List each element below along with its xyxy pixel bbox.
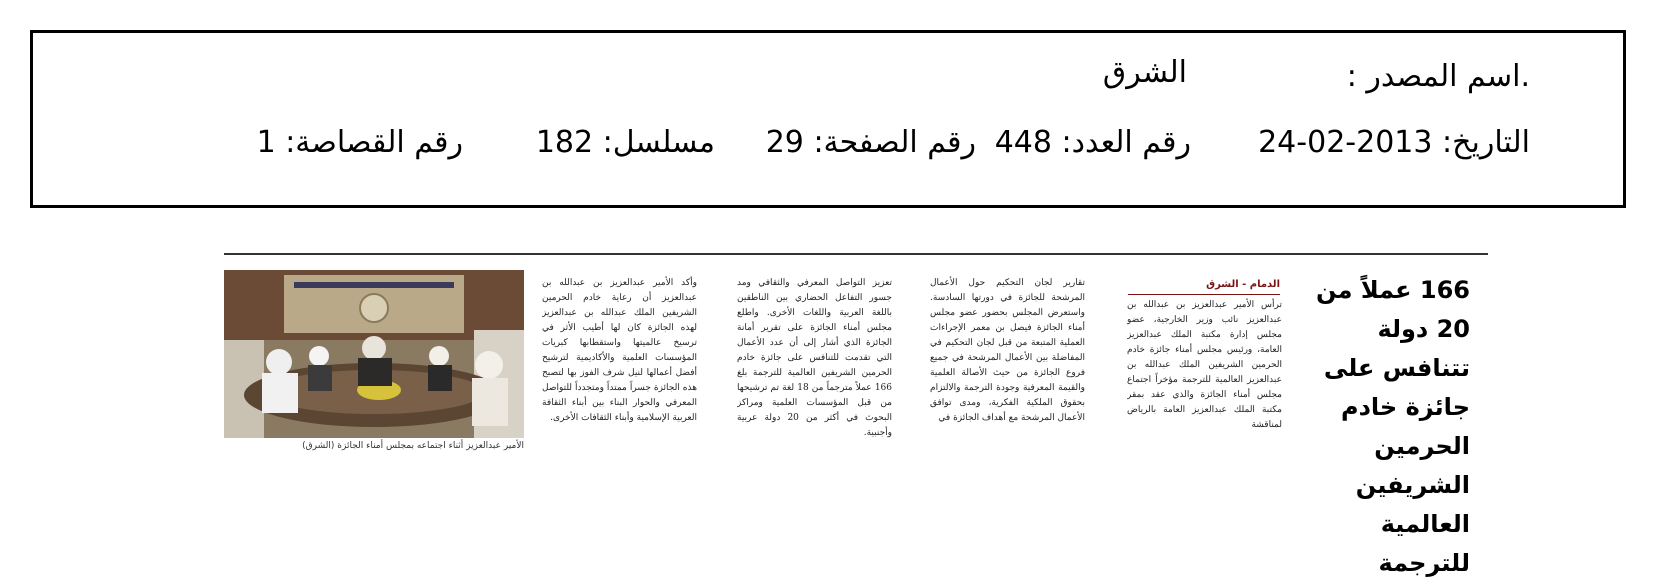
date-field: التاريخ: 2013-02-24	[1258, 125, 1530, 160]
photo-caption: الأمير عبدالعزيز أثناء اجتماعه بمجلس أمناء الجائزة (الشرق)	[302, 441, 524, 451]
article-column-3: تعزيز التواصل المعرفي والثقافي ومد جسور التفاعل الحضاري بين الناطقين باللغة العربية واللغات الأخرى. واطلع مجلس أمناء الجائزة على تقرير أمانة الجائزة الذي أشار إلى أن عدد الأعمال التي تقدمت للتنافس على جائزة خادم الحرمين الشريفين العالمية للترجمة بلغ 166 عملاً مترجماً من 18 لغة تم ترشيحها من قبل المؤسسات العلمية ومراكز البحوث في أكثر من 20 دولة عربية وأجنبية.	[737, 278, 892, 438]
issue-field: رقم العدد: 448	[994, 125, 1191, 160]
article-column-1: ترأس الأمير عبدالعزيز بن عبدالله بن عبدالعزيز نائب وزير الخارجية، عضو مجلس إدارة مكتبة الملك عبدالعزيز العامة، ورئيس مجلس أمناء جائزة خادم الحرمين الشريفين الملك عبدالله بن عبدالعزيز العالمية للترجمة مؤخراً اجتماع مجلس أمناء الجائزة والذي عقد بمقر مكتبة الملك عبدالعزيز العامة بالرياض لمناقشة	[1127, 300, 1282, 430]
source-value: الشرق	[1102, 55, 1187, 90]
page-field: رقم الصفحة: 29	[765, 125, 976, 160]
article-top-rule	[224, 253, 1488, 255]
serial-field: مسلسل: 182	[535, 125, 715, 160]
article-headline: 166 عملاً من 20 دولة تتنافس على جائزة خادم الحرمين الشريفين العالمية للترجمة	[1316, 276, 1470, 577]
meeting-photo-illustration	[224, 270, 524, 438]
clipping-field: رقم القصاصة: 1	[256, 125, 463, 160]
document-header-box	[30, 30, 1626, 208]
source-label: .اسم المصدر :	[1346, 59, 1530, 94]
article-column-2: تقارير لجان التحكيم حول الأعمال المرشحة للجائزة في دورتها السادسة. واستعرض المجلس بحضور عضو مجلس أمناء الجائزة فيصل بن معمر الإجراءات العملية المتبعة من قبل لجان التحكيم في المفاضلة بين الأعمال المرشحة في جميع فروع الجائزة من حيث الأصالة العلمية والقيمة المعرفية وجودة الترجمة والالتزام بحقوق الملكية الفكرية، ومدى توافق الأعمال المرشحة مع أهداف الجائزة في	[930, 278, 1085, 423]
article-byline: الدمام - الشرق	[1128, 279, 1280, 295]
meeting-photo	[224, 270, 524, 438]
article-column-4: وأكد الأمير عبدالعزيز بن عبدالله بن عبدالعزيز أن رعاية خادم الحرمين الشريفين الملك عبدالله بن عبدالعزيز لهذه الجائزة كان لها أطيب الأثر في ترسيخ عالميتها واستقطابها كبريات المؤسسات العلمية والأكاديمية لترشيح أفضل أعمالها لنيل شرف الفوز بها لتصبح هذه الجائزة جسراً ممتداً ومتجدداً للتواصل المعرفي والحوار البناء بين أبناء الثقافة العربية الإسلامية وأبناء الثقافات الأخرى.	[542, 278, 697, 423]
